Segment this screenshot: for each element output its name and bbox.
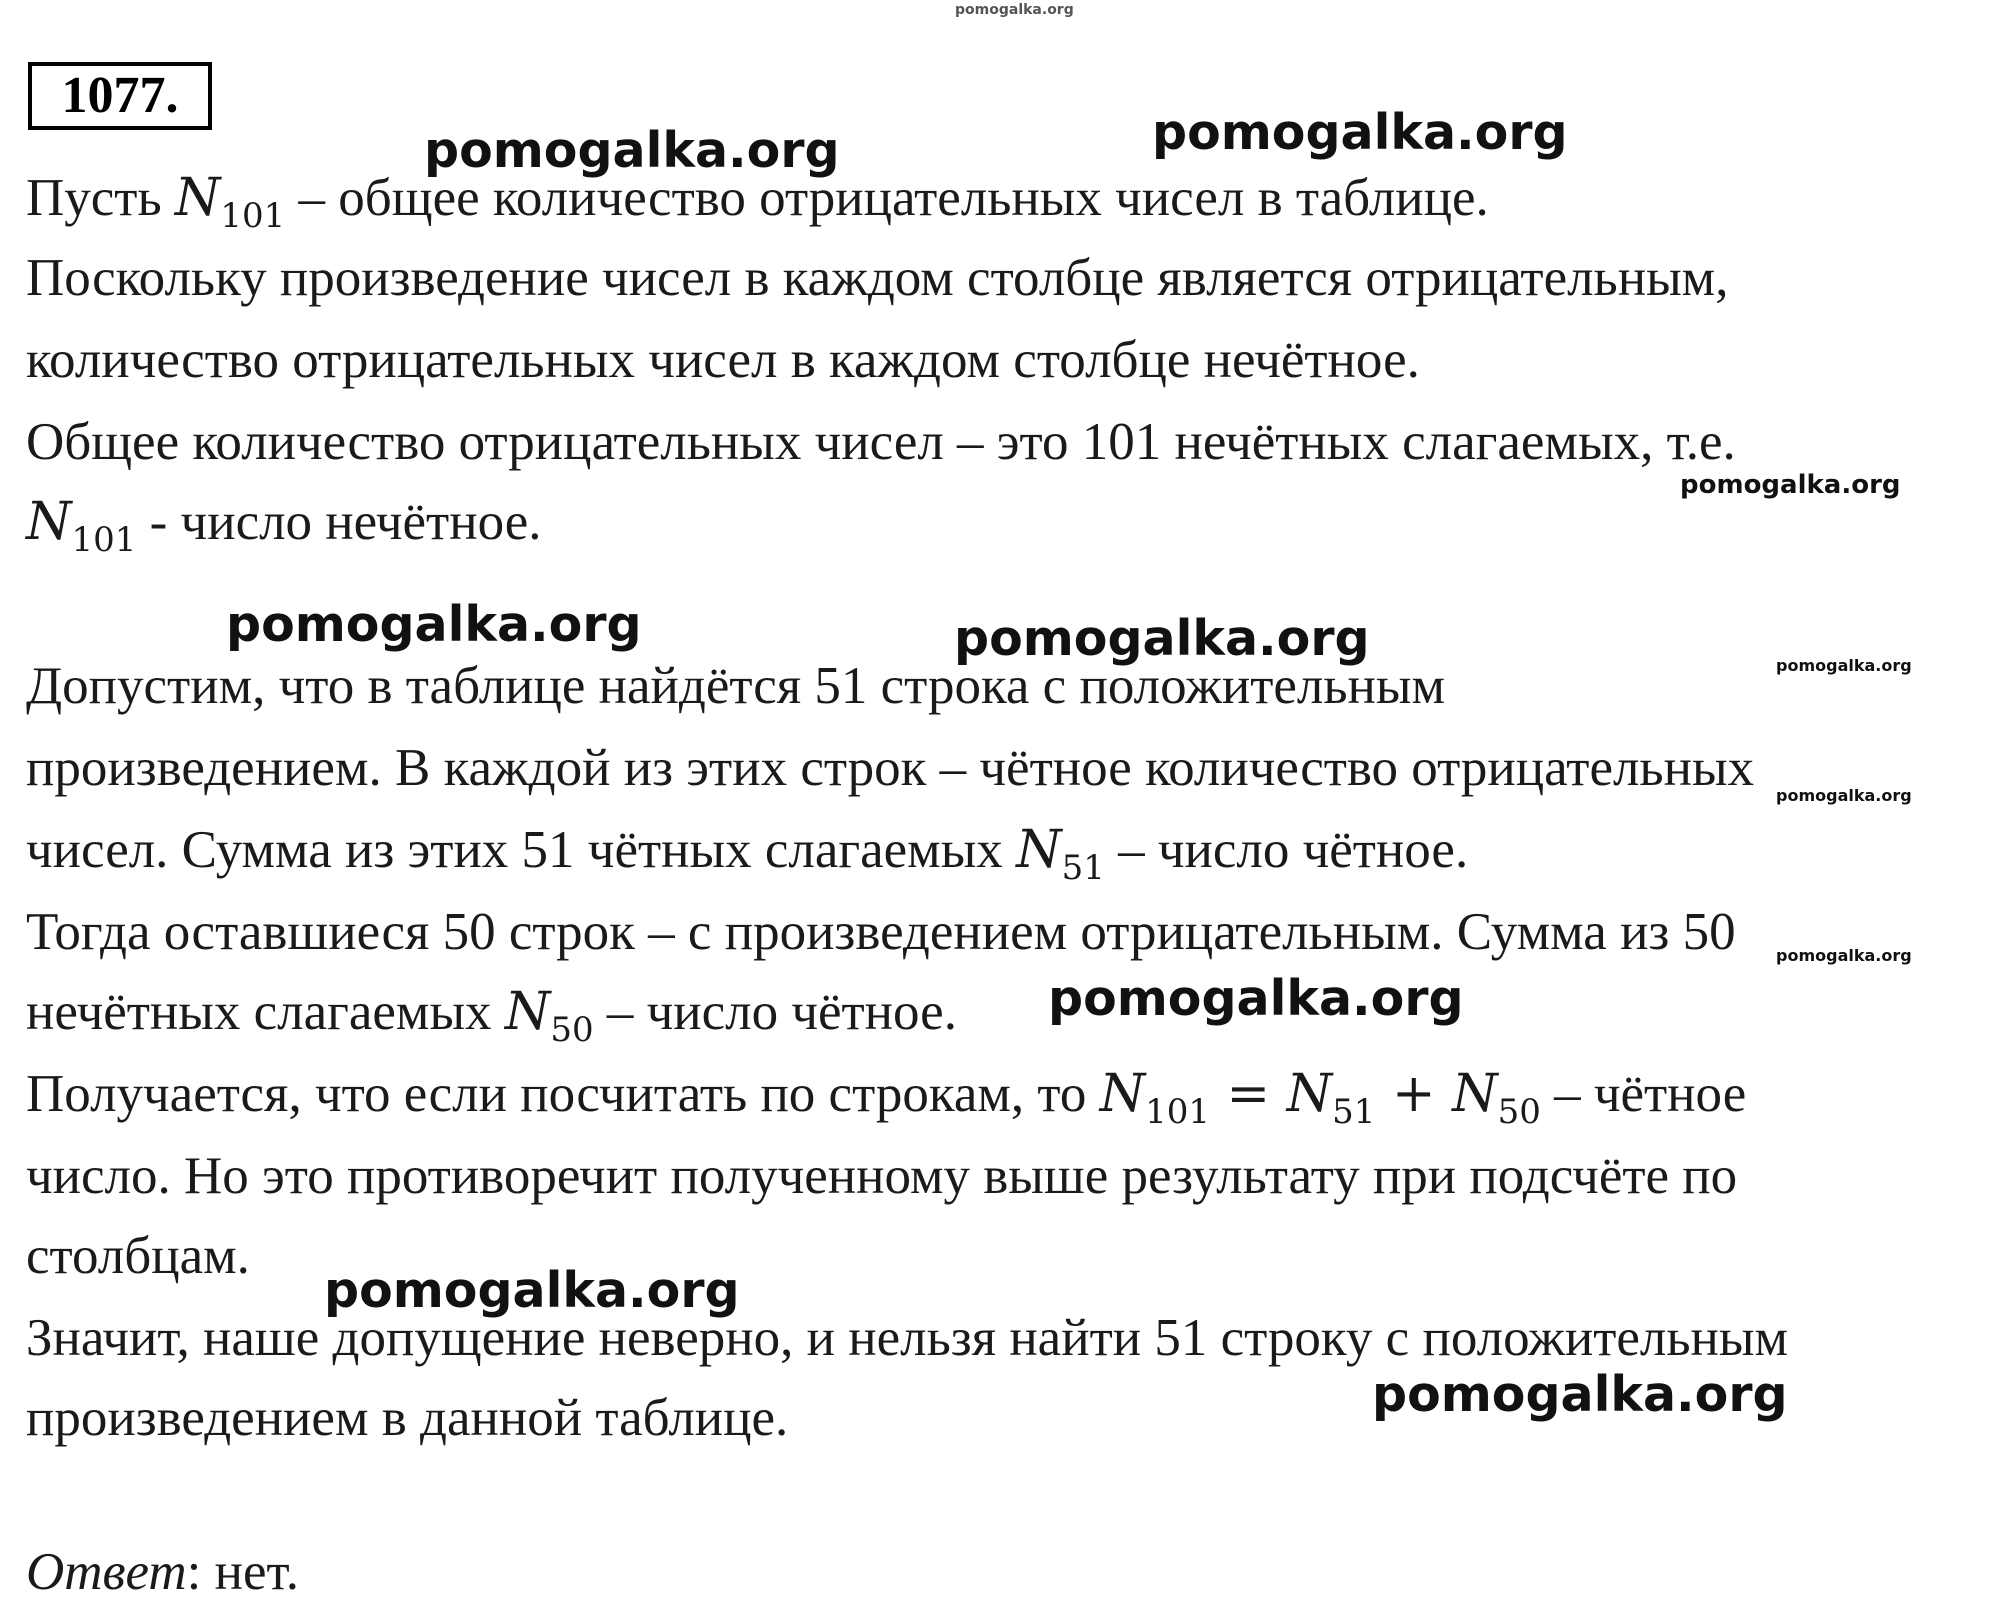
watermark: pomogalka.org — [1776, 946, 1912, 965]
watermark: pomogalka.org — [1776, 656, 1912, 675]
watermark: pomogalka.org — [1776, 786, 1912, 805]
text-line: произведением. В каждой из этих строк – чётное количество отрицательных — [26, 739, 1755, 797]
answer-value: : нет. — [186, 1543, 299, 1601]
answer-label: Ответ — [26, 1543, 187, 1601]
text-line: чисел. Сумма из этих 51 чётных слагаемых $N_{51}$ – число чётное. — [26, 820, 1469, 888]
text-line: нечётных слагаемых $N_{50}$ – число чётное. — [26, 982, 957, 1050]
answer — [26, 1540, 299, 1604]
text-line: Поскольку произведение чисел в каждом столбце является отрицательным, — [26, 249, 1729, 307]
text-line: Значит, наше допущение неверно, и нельзя найти 51 строку с положительным — [26, 1309, 1789, 1367]
text-line: Допустим, что в таблице найдётся 51 строка с положительным — [26, 657, 1446, 715]
watermark: pomogalka.org — [954, 610, 1370, 667]
text-line: произведением в данной таблице. — [26, 1389, 789, 1447]
text-line: Пусть $N_{101}$ – общее количество отрицательных чисел в таблице. — [26, 168, 1489, 236]
text-line: $N_{101}$ - число нечётное. — [26, 492, 542, 560]
text-line: Общее количество отрицательных чисел – это 101 нечётных слагаемых, т.е. — [26, 413, 1736, 471]
watermark: pomogalka.org — [424, 122, 840, 179]
text-line: Тогда оставшиеся 50 строк – с произведением отрицательным. Сумма из 50 — [26, 903, 1736, 961]
watermark-top: pomogalka.org — [955, 2, 1074, 18]
text-line: число. Но это противоречит полученному выше результату при подсчёте по — [26, 1147, 1738, 1205]
text-line: Получается, что если посчитать по строкам, то $N_{101} = N_{51} + N_{50}$ – чётное — [26, 1064, 1747, 1132]
watermark: pomogalka.org — [1048, 970, 1464, 1027]
text-line: количество отрицательных чисел в каждом столбце нечётное. — [26, 331, 1420, 389]
problem-number: 1077. — [28, 62, 212, 130]
text-line: столбцам. — [26, 1227, 250, 1285]
watermark: pomogalka.org — [226, 596, 642, 653]
watermark: pomogalka.org — [324, 1262, 740, 1319]
watermark: pomogalka.org — [1372, 1366, 1788, 1423]
watermark: pomogalka.org — [1152, 104, 1568, 161]
watermark: pomogalka.org — [1680, 470, 1901, 500]
